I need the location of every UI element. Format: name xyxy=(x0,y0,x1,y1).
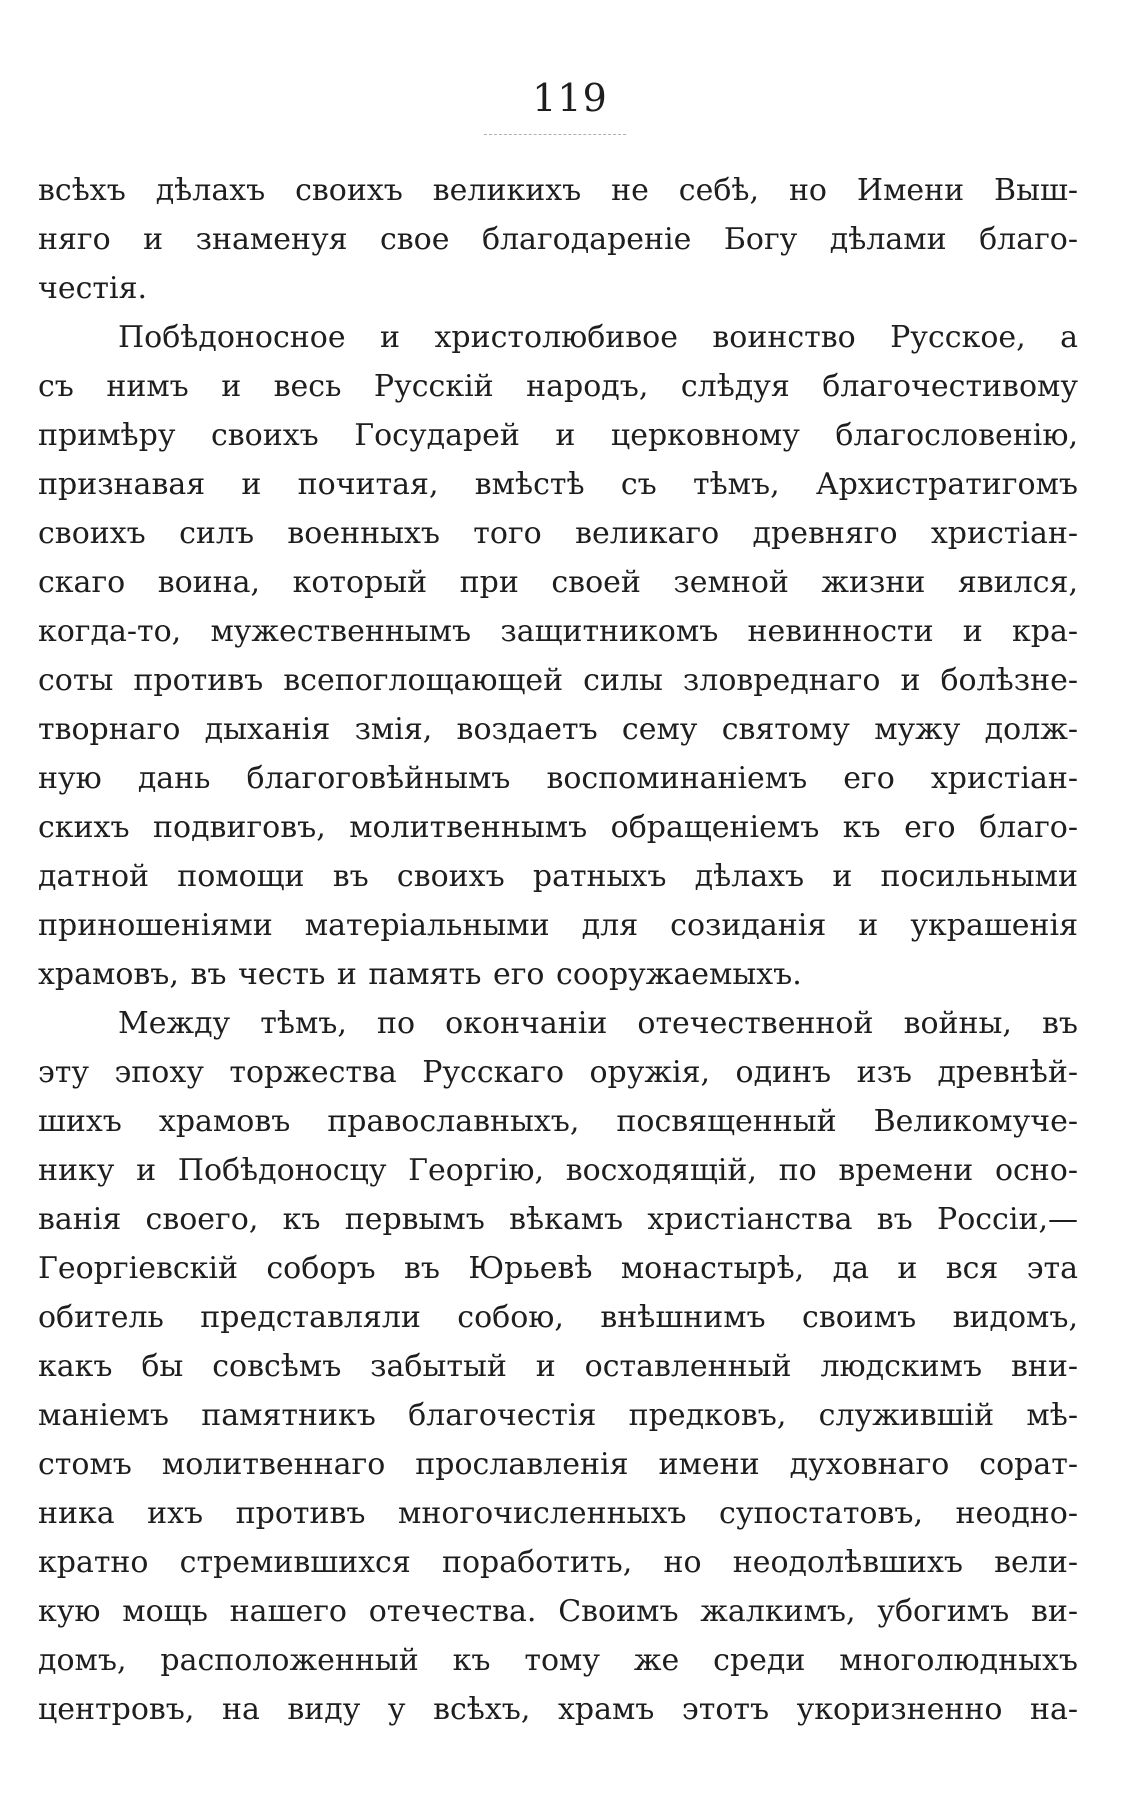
text-line: ную дань благоговѣйнымъ воспоминаніемъ его христіан- xyxy=(38,761,1078,796)
text-line: Георгіевскій соборъ въ Юрьевѣ монастырѣ, да и вся эта xyxy=(38,1251,1078,1286)
text-line: скаго воина, который при своей земной жизни явился, xyxy=(38,565,1078,600)
text-line: нику и Побѣдоносцу Георгію, восходящій, по времени осно- xyxy=(38,1153,1078,1188)
text-line: приношеніями матеріальными для созиданія и украшенія xyxy=(38,908,1078,943)
text-line: храмовъ, въ честь и память его сооружаемыхъ. xyxy=(38,957,802,992)
text-line: Между тѣмъ, по окончаніи отечественной войны, въ xyxy=(118,1006,1078,1041)
text-line: всѣхъ дѣлахъ своихъ великихъ не себѣ, но Имени Выш- xyxy=(38,173,1078,208)
text-line: маніемъ памятникъ благочестія предковъ, служившій мѣ- xyxy=(38,1398,1078,1433)
text-line: датной помощи въ своихъ ратныхъ дѣлахъ и посильными xyxy=(38,859,1078,894)
text-line: признавая и почитая, вмѣстѣ съ тѣмъ, Архистратигомъ xyxy=(38,467,1078,502)
text-line: кратно стремившихся поработить, но неодолѣвшихъ вели- xyxy=(38,1545,1078,1580)
text-line: когда-то, мужественнымъ защитникомъ невинности и кра- xyxy=(38,614,1078,649)
text-line: какъ бы совсѣмъ забытый и оставленный людскимъ вни- xyxy=(38,1349,1078,1384)
text-line: ника ихъ противъ многочисленныхъ супостатовъ, неодно- xyxy=(38,1496,1078,1531)
text-line: съ нимъ и весь Русскій народъ, слѣдуя благочестивому xyxy=(38,369,1078,404)
text-line: соты противъ всепоглощающей силы зловреднаго и болѣзне- xyxy=(38,663,1078,698)
text-line: стомъ молитвеннаго прославленія имени духовнаго сорат- xyxy=(38,1447,1078,1482)
text-line: ванія своего, къ первымъ вѣкамъ христіанства въ Россіи,— xyxy=(38,1202,1078,1237)
text-line: примѣру своихъ Государей и церковному благословенію, xyxy=(38,418,1078,453)
text-line: центровъ, на виду у всѣхъ, храмъ этотъ укоризненно на- xyxy=(38,1692,1078,1727)
text-line: шихъ храмовъ православныхъ, посвященный Великомуче- xyxy=(38,1104,1078,1139)
text-line: скихъ подвиговъ, молитвеннымъ обращеніемъ къ его благо- xyxy=(38,810,1078,845)
text-line: честія. xyxy=(38,271,148,306)
text-line: эту эпоху торжества Русскаго оружія, одинъ изъ древнѣй- xyxy=(38,1055,1078,1090)
text-line: творнаго дыханія змія, воздаетъ сему святому мужу долж- xyxy=(38,712,1078,747)
text-line: домъ, расположенный къ тому же среди многолюдныхъ xyxy=(38,1643,1078,1678)
text-line: няго и знаменуя свое благодареніе Богу дѣлами благо- xyxy=(38,222,1078,257)
header-rule xyxy=(484,134,626,135)
body-text xyxy=(38,166,1078,1734)
text-line: обитель представляли собою, внѣшнимъ своимъ видомъ, xyxy=(38,1300,1078,1335)
text-line: Побѣдоносное и христолюбивое воинство Русское, а xyxy=(118,320,1078,355)
text-line: кую мощь нашего отечества. Своимъ жалкимъ, убогимъ ви- xyxy=(38,1594,1078,1629)
text-line: своихъ силъ военныхъ того великаго древняго христіан- xyxy=(38,516,1078,551)
page-number: 119 xyxy=(532,76,608,120)
